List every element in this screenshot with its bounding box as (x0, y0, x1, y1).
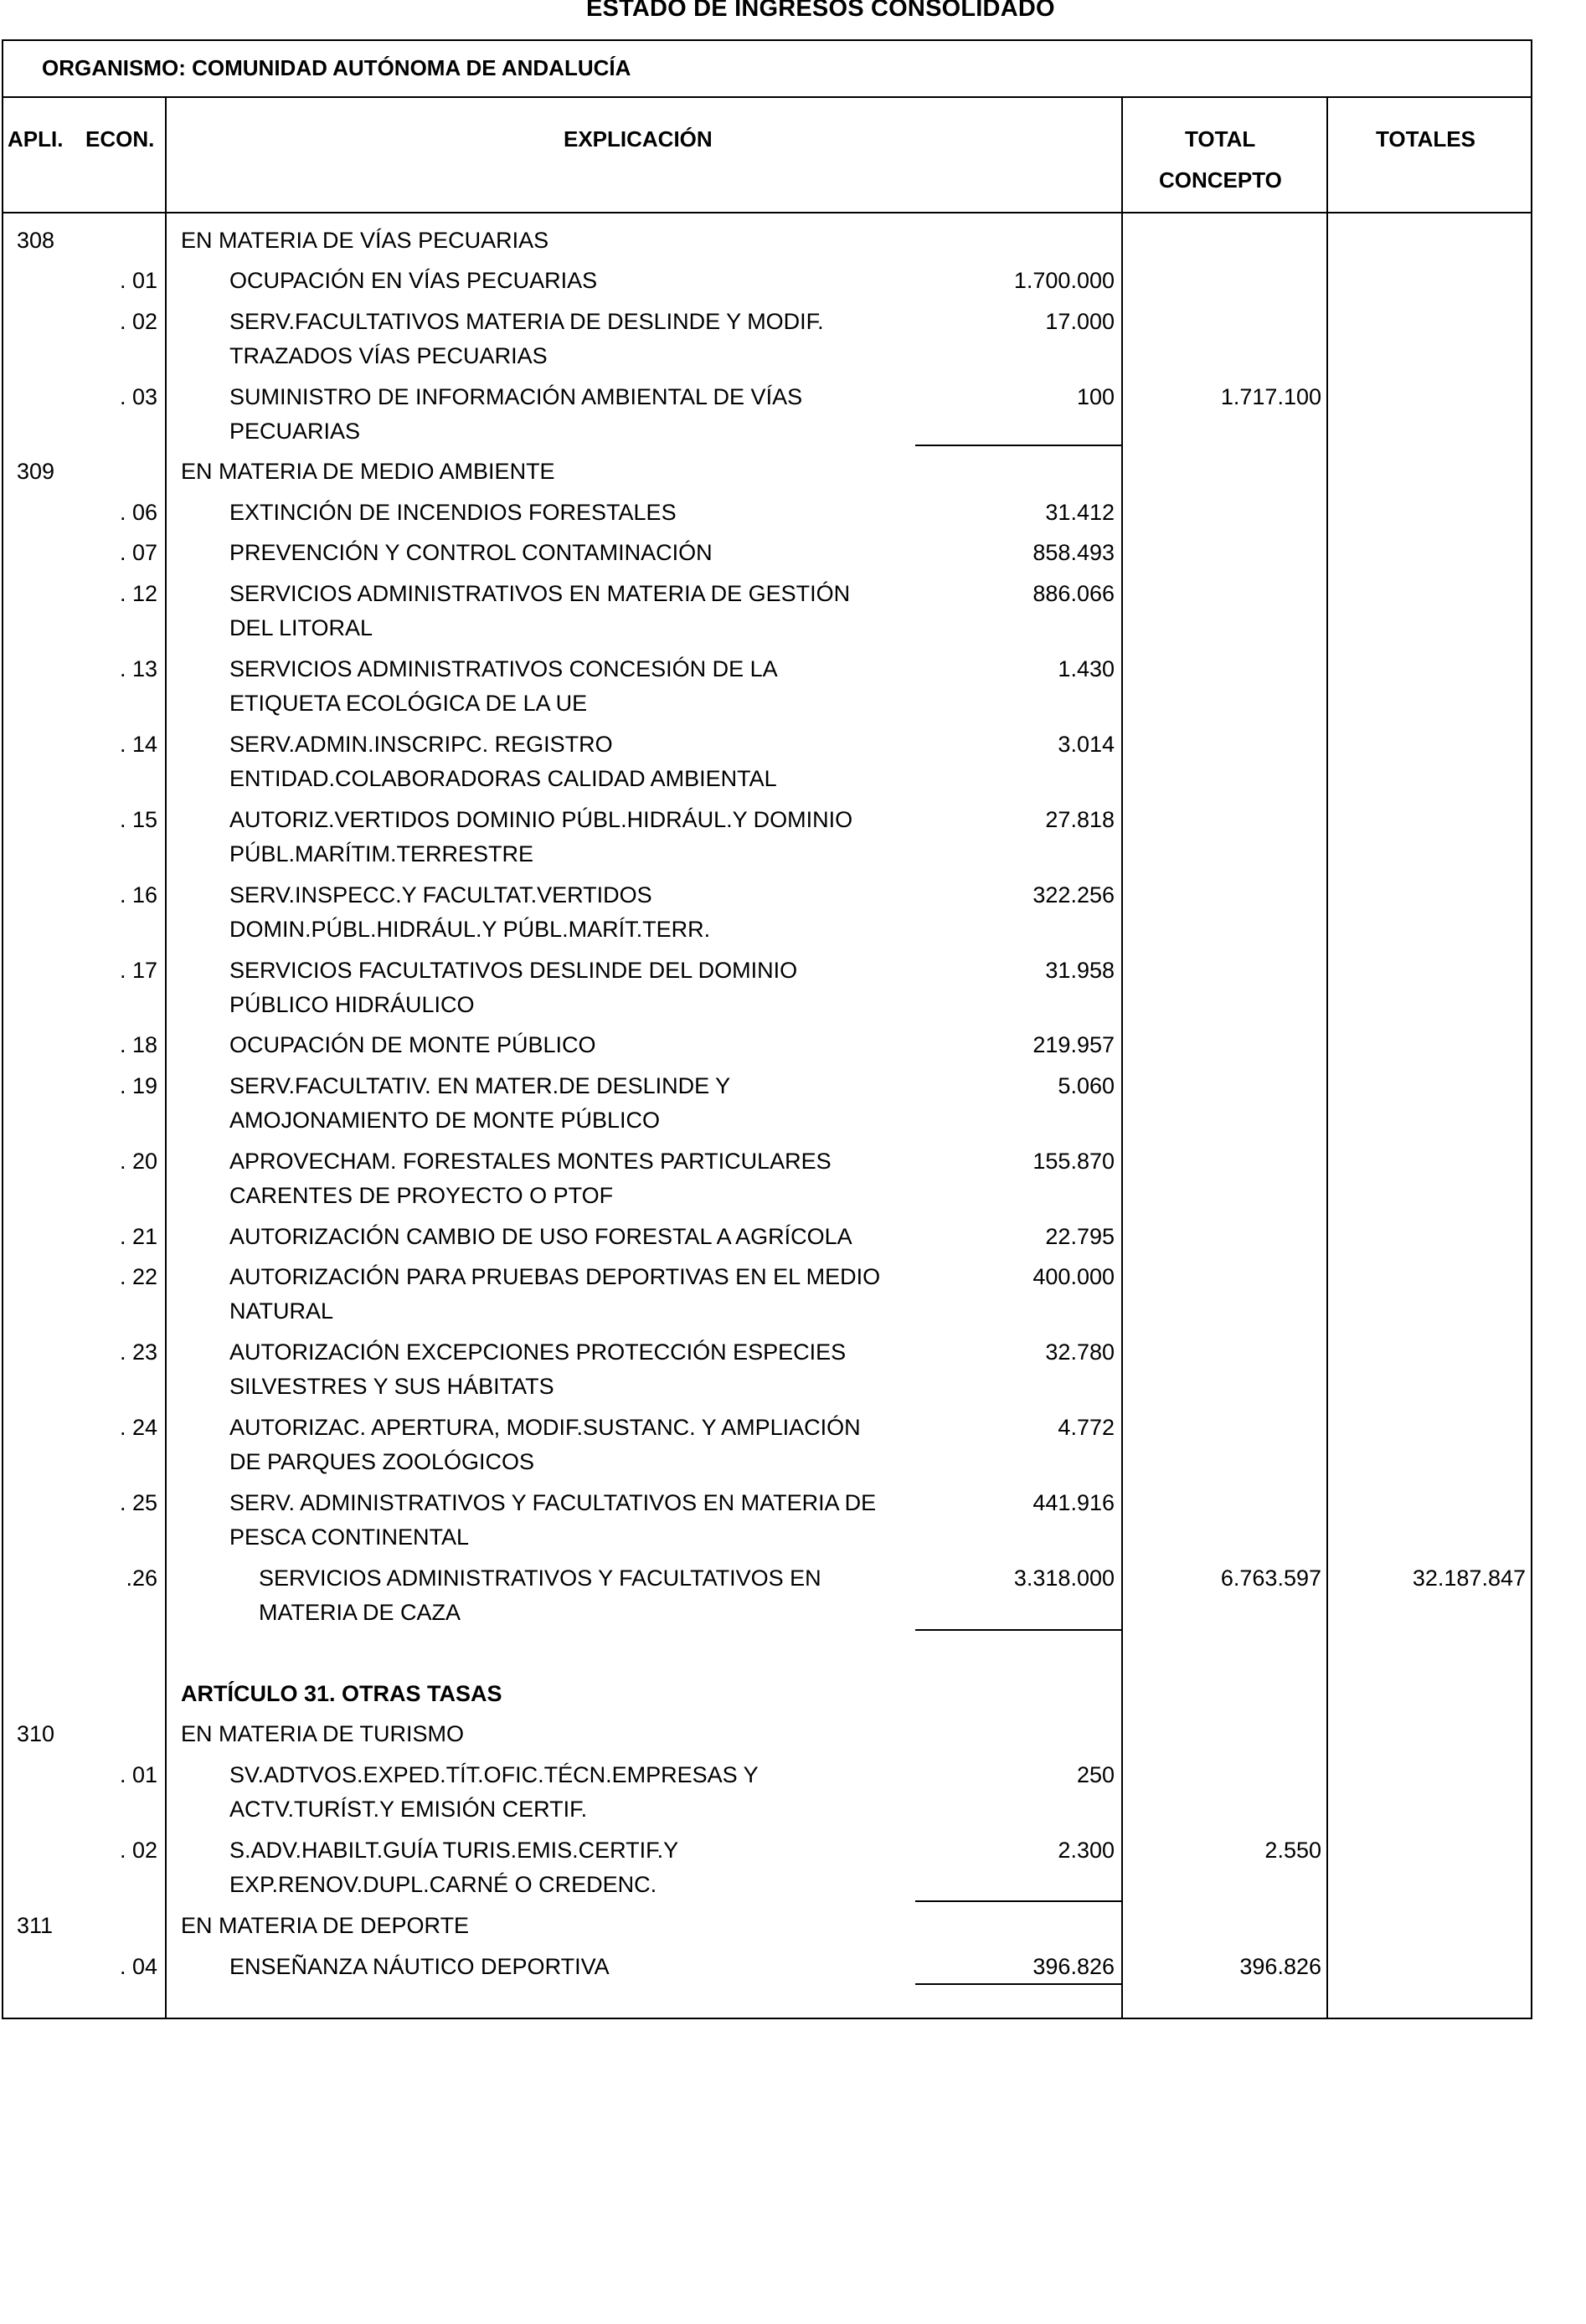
amount-cell: 5.060 (1058, 1073, 1115, 1098)
econ-cell: . 01 (119, 268, 157, 293)
expl-cell: AUTORIZ.VERTIDOS DOMINIO PÚBL.HIDRÁUL.Y DOMINIO (229, 807, 853, 832)
column-divider-total-concepto (1326, 96, 1328, 2019)
amount-cell: 4.772 (1058, 1415, 1115, 1440)
econ-cell: . 01 (119, 1762, 157, 1787)
amount-cell: 322.256 (1032, 882, 1115, 907)
totals-cell: 32.187.847 (1412, 1566, 1526, 1591)
amount-cell: 27.818 (1045, 807, 1115, 832)
expl-cell: SERV. ADMINISTRATIVOS Y FACULTATIVOS EN MATERIA DE (229, 1490, 877, 1515)
expl-cell: NATURAL (229, 1298, 334, 1324)
apli-cell: 311 (17, 1913, 54, 1938)
amount-cell: 22.795 (1045, 1224, 1115, 1249)
expl-cell: OCUPACIÓN EN VÍAS PECUARIAS (229, 268, 598, 293)
header-totales: TOTALES (1376, 126, 1475, 152)
econ-cell: . 23 (119, 1339, 157, 1365)
amount-cell: 886.066 (1032, 581, 1115, 606)
page-title: ESTADO DE INGRESOS CONSOLIDADO (586, 0, 1055, 22)
apli-cell: 308 (17, 228, 55, 253)
expl-cell: EN MATERIA DE DEPORTE (181, 1913, 470, 1938)
amount-cell: 441.916 (1032, 1490, 1115, 1515)
concept-total-cell: 396.826 (1239, 1954, 1321, 1979)
amount-cell: 1.430 (1058, 656, 1115, 681)
expl-cell: AUTORIZACIÓN EXCEPCIONES PROTECCIÓN ESPECIES (229, 1339, 847, 1365)
expl-cell: ETIQUETA ECOLÓGICA DE LA UE (229, 691, 588, 716)
expl-cell: ENTIDAD.COLABORADORAS CALIDAD AMBIENTAL (229, 766, 777, 791)
amount-cell: 396.826 (1032, 1954, 1115, 1979)
expl-cell: AUTORIZACIÓN CAMBIO DE USO FORESTAL A AGRÍCOLA (229, 1224, 852, 1249)
econ-cell: . 14 (119, 732, 157, 757)
expl-cell: SUMINISTRO DE INFORMACIÓN AMBIENTAL DE VÍAS (229, 384, 803, 409)
econ-cell: . 22 (119, 1264, 157, 1289)
header-apli: APLI. (8, 126, 64, 152)
econ-cell: . 06 (119, 500, 157, 525)
header-econ: ECON. (85, 126, 155, 152)
concept-total-cell: 6.763.597 (1220, 1566, 1321, 1591)
expl-cell: PECUARIAS (229, 419, 361, 444)
econ-cell: . 20 (119, 1149, 157, 1174)
expl-cell: SILVESTRES Y SUS HÁBITATS (229, 1374, 554, 1399)
expl-cell: TRAZADOS VÍAS PECUARIAS (229, 343, 548, 368)
expl-cell: SERVICIOS ADMINISTRATIVOS Y FACULTATIVOS EN (259, 1566, 821, 1591)
expl-cell: ENSEÑANZA NÁUTICO DEPORTIVA (229, 1954, 610, 1979)
expl-cell: SERVICIOS ADMINISTRATIVOS EN MATERIA DE GESTIÓN (229, 581, 851, 606)
column-divider-econ (165, 96, 167, 2019)
expl-cell: AUTORIZAC. APERTURA, MODIF.SUSTANC. Y AMPLIACIÓN (229, 1415, 861, 1440)
subtotal-underline (915, 1629, 1121, 1631)
expl-cell: MATERIA DE CAZA (259, 1600, 461, 1625)
expl-cell: APROVECHAM. FORESTALES MONTES PARTICULARES (229, 1149, 832, 1174)
expl-cell: PÚBL.MARÍTIM.TERRESTRE (229, 841, 534, 866)
subtotal-underline (915, 1900, 1121, 1902)
amount-cell: 3.318.000 (1013, 1566, 1115, 1591)
amount-cell: 400.000 (1032, 1264, 1115, 1289)
expl-cell: DOMIN.PÚBL.HIDRÁUL.Y PÚBL.MARÍT.TERR. (229, 917, 711, 942)
expl-cell: SERV.ADMIN.INSCRIPC. REGISTRO (229, 732, 613, 757)
amount-cell: 31.958 (1045, 958, 1115, 983)
amount-cell: 155.870 (1032, 1149, 1115, 1174)
econ-cell: . 04 (119, 1954, 157, 1979)
expl-cell: SERV.INSPECC.Y FACULTAT.VERTIDOS (229, 882, 652, 907)
expl-cell: ACTV.TURÍST.Y EMISIÓN CERTIF. (229, 1797, 588, 1822)
expl-cell: DEL LITORAL (229, 615, 373, 640)
expl-cell: DE PARQUES ZOOLÓGICOS (229, 1449, 535, 1474)
econ-cell: . 24 (119, 1415, 157, 1440)
expl-cell: PREVENCIÓN Y CONTROL CONTAMINACIÓN (229, 540, 713, 565)
amount-cell: 2.300 (1058, 1838, 1115, 1863)
amount-cell: 17.000 (1045, 309, 1115, 334)
expl-cell: S.ADV.HABILT.GUÍA TURIS.EMIS.CERTIF.Y (229, 1838, 679, 1863)
amount-cell: 219.957 (1032, 1032, 1115, 1057)
expl-cell: EXP.RENOV.DUPL.CARNÉ O CREDENC. (229, 1872, 657, 1897)
header-total: TOTAL (1185, 126, 1256, 152)
econ-cell: . 02 (119, 1838, 157, 1863)
expl-cell: CARENTES DE PROYECTO O PTOF (229, 1183, 614, 1208)
amount-cell: 100 (1076, 384, 1115, 409)
econ-cell: . 16 (119, 882, 157, 907)
econ-cell: . 07 (119, 540, 157, 565)
expl-cell: PESCA CONTINENTAL (229, 1524, 470, 1550)
expl-cell: EN MATERIA DE TURISMO (181, 1721, 465, 1746)
amount-cell: 32.780 (1045, 1339, 1115, 1365)
amount-cell: 858.493 (1032, 540, 1115, 565)
expl-cell: SERV.FACULTATIV. EN MATER.DE DESLINDE Y (229, 1073, 731, 1098)
header-concepto: CONCEPTO (1159, 167, 1282, 193)
expl-cell: EN MATERIA DE MEDIO AMBIENTE (181, 459, 555, 484)
apli-cell: 309 (17, 459, 55, 484)
expl-cell: EXTINCIÓN DE INCENDIOS FORESTALES (229, 500, 677, 525)
expl-cell: AUTORIZACIÓN PARA PRUEBAS DEPORTIVAS EN EL MEDIO (229, 1264, 881, 1289)
organismo-label: ORGANISMO: COMUNIDAD AUTÓNOMA DE ANDALUCÍA (42, 55, 631, 80)
amount-cell: 31.412 (1045, 500, 1115, 525)
amount-cell: 250 (1076, 1762, 1115, 1787)
expl-cell: EN MATERIA DE VÍAS PECUARIAS (181, 228, 549, 253)
header-divider-bottom (2, 212, 1532, 213)
header-divider-top (2, 96, 1532, 98)
expl-cell: OCUPACIÓN DE MONTE PÚBLICO (229, 1032, 596, 1057)
econ-cell: . 17 (119, 958, 157, 983)
econ-cell: . 12 (119, 581, 157, 606)
expl-cell: PÚBLICO HIDRÁULICO (229, 992, 475, 1017)
apli-cell: 310 (17, 1721, 55, 1746)
expl-cell: SV.ADTVOS.EXPED.TÍT.OFIC.TÉCN.EMPRESAS Y (229, 1762, 759, 1787)
econ-cell: . 18 (119, 1032, 157, 1057)
expl-cell: SERVICIOS ADMINISTRATIVOS CONCESIÓN DE LA (229, 656, 778, 681)
econ-cell: . 19 (119, 1073, 157, 1098)
article-heading: ARTÍCULO 31. OTRAS TASAS (181, 1681, 502, 1706)
expl-cell: SERV.FACULTATIVOS MATERIA DE DESLINDE Y MODIF. (229, 309, 824, 334)
econ-cell: .26 (126, 1566, 157, 1591)
amount-cell: 3.014 (1058, 732, 1115, 757)
econ-cell: . 25 (119, 1490, 157, 1515)
concept-total-cell: 2.550 (1264, 1838, 1321, 1863)
amount-cell: 1.700.000 (1013, 268, 1115, 293)
econ-cell: . 03 (119, 384, 157, 409)
expl-cell: AMOJONAMIENTO DE MONTE PÚBLICO (229, 1108, 661, 1133)
concept-total-cell: 1.717.100 (1220, 384, 1321, 409)
econ-cell: . 02 (119, 309, 157, 334)
econ-cell: . 13 (119, 656, 157, 681)
subtotal-underline (915, 445, 1121, 446)
econ-cell: . 15 (119, 807, 157, 832)
subtotal-underline (915, 1983, 1121, 1985)
expl-cell: SERVICIOS FACULTATIVOS DESLINDE DEL DOMINIO (229, 958, 798, 983)
header-explicacion: EXPLICACIÓN (564, 126, 713, 152)
econ-cell: . 21 (119, 1224, 157, 1249)
